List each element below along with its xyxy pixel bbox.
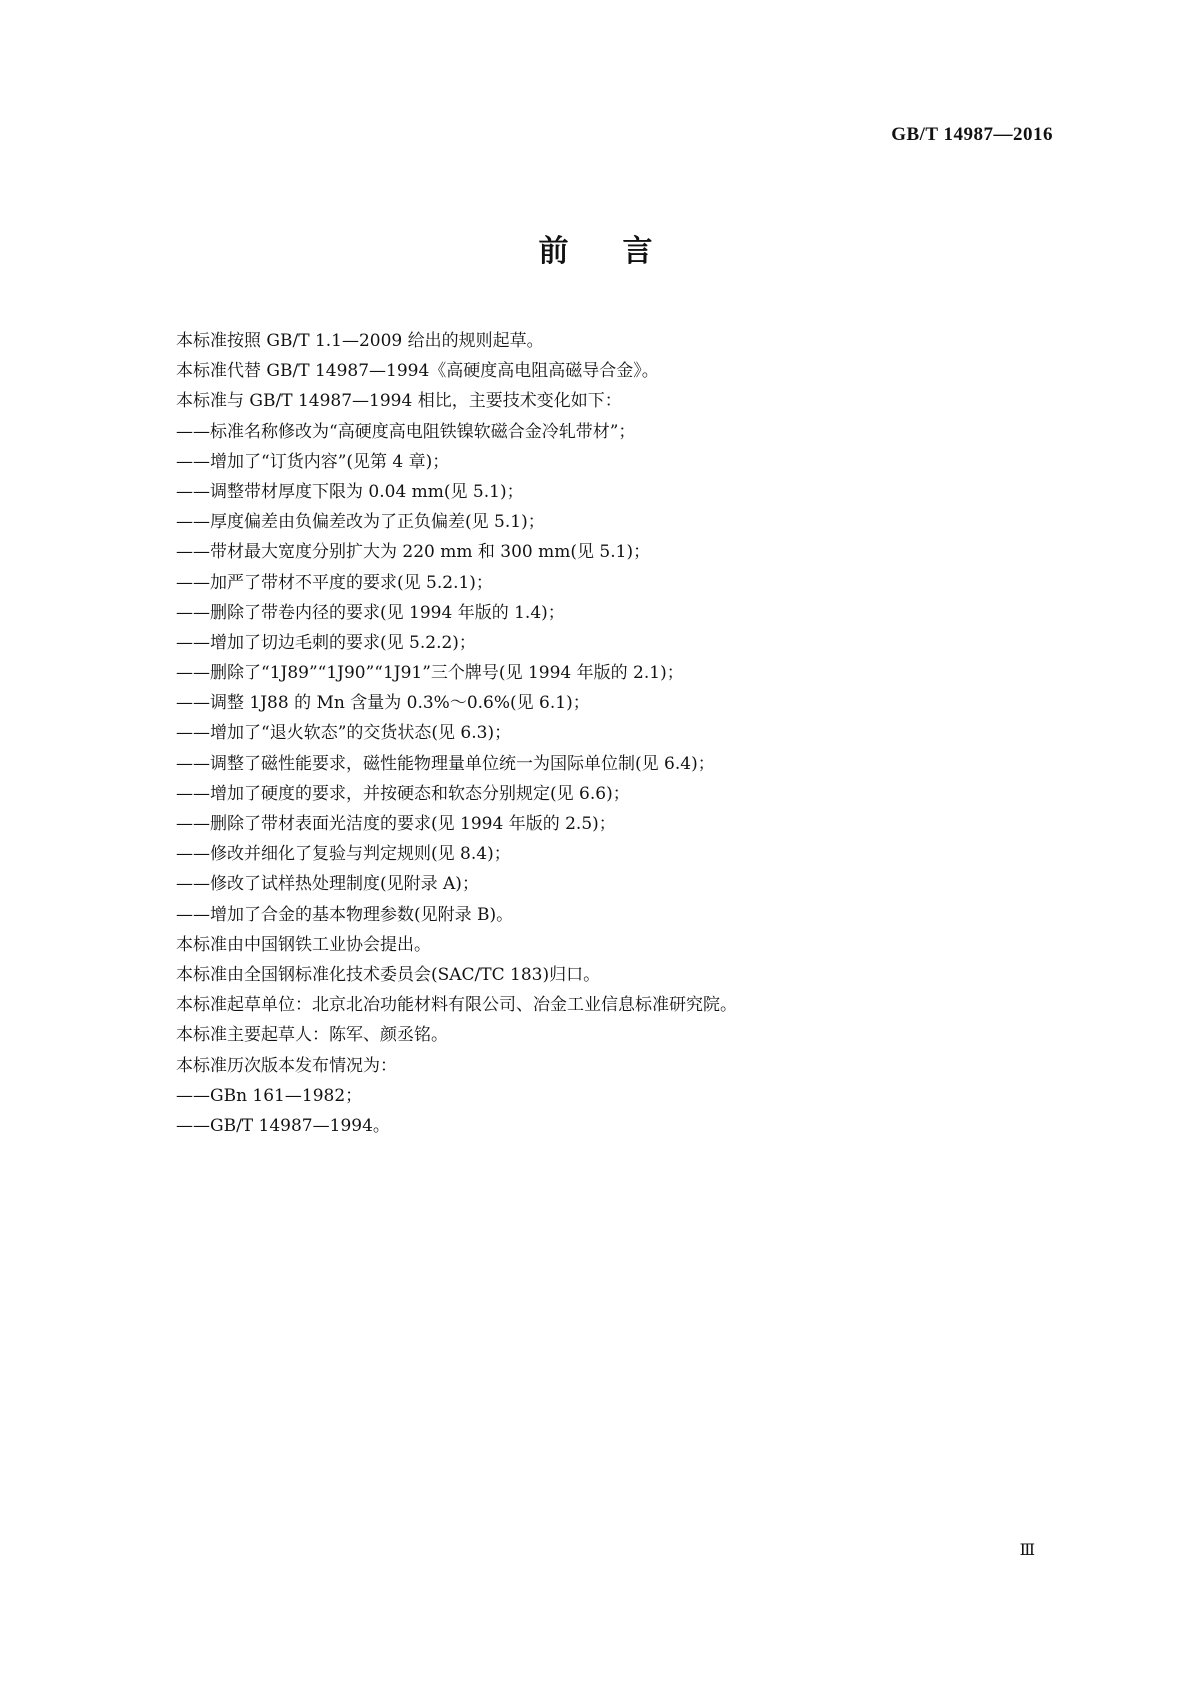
history-item: ——GB/T 14987—1994。 [176, 1115, 390, 1136]
standard-code-header: GB/T 14987—2016 [891, 124, 1053, 145]
history-item: ——GBn 161—1982； [176, 1085, 363, 1106]
preface-body [176, 326, 1056, 1141]
change-item: ——带材最大宽度分别扩大为 220 mm 和 300 mm(见 5.1)； [176, 542, 651, 563]
change-item: ——增加了切边毛刺的要求(见 5.2.2)； [176, 632, 476, 653]
paragraph-drafting-rules: 本标准按照 GB/T 1.1—2009 给出的规则起草。 [176, 331, 544, 351]
paragraph-committee: 本标准由全国钢标准化技术委员会(SAC/TC 183)归口。 [176, 964, 601, 985]
change-item: ——增加了“订货内容”(见第 4 章)； [176, 451, 450, 472]
preface-title: 前言 [538, 234, 707, 269]
page-number: Ⅲ [1019, 1542, 1035, 1559]
change-item: ——删除了带卷内径的要求(见 1994 年版的 1.4)； [176, 602, 565, 623]
paragraph-drafting-units: 本标准起草单位：北京北冶功能材料有限公司、冶金工业信息标准研究院。 [176, 995, 737, 1016]
change-item: ——厚度偏差由负偏差改为了正负偏差(见 5.1)； [176, 512, 545, 533]
change-item: ——增加了“退火软态”的交货状态(见 6.3)； [176, 723, 512, 744]
paragraph-proposer: 本标准由中国钢铁工业协会提出。 [176, 934, 431, 955]
change-item: ——删除了“1J89”“1J90”“1J91”三个牌号(见 1994 年版的 2.1)； [176, 663, 684, 684]
change-item: ——删除了带材表面光洁度的要求(见 1994 年版的 2.5)； [176, 814, 616, 834]
change-item: ——调整 1J88 的 Mn 含量为 0.3%～0.6%(见 6.1)； [176, 693, 590, 714]
paragraph-changes-intro: 本标准与 GB/T 14987—1994 相比，主要技术变化如下： [176, 391, 622, 412]
change-item: ——调整带材厚度下限为 0.04 mm(见 5.1)； [176, 481, 524, 502]
change-item: ——标准名称修改为“高硬度高电阻铁镍软磁合金冷轧带材”； [176, 421, 636, 442]
paragraph-history-intro: 本标准历次版本发布情况为： [176, 1055, 397, 1076]
change-item: ——修改并细化了复验与判定规则(见 8.4)； [176, 844, 511, 865]
paragraph-drafters: 本标准主要起草人：陈军、颜丞铭。 [176, 1025, 448, 1046]
change-item: ——增加了合金的基本物理参数(见附录 B)。 [176, 904, 514, 925]
paragraph-replaces: 本标准代替 GB/T 14987—1994《高硬度高电阻高磁导合金》。 [176, 361, 659, 382]
change-item: ——加严了带材不平度的要求(见 5.2.1)； [176, 572, 493, 593]
change-item: ——增加了硬度的要求，并按硬态和软态分别规定(见 6.6)； [176, 783, 630, 804]
change-item: ——调整了磁性能要求，磁性能物理量单位统一为国际单位制(见 6.4)； [176, 753, 715, 774]
change-item: ——修改了试样热处理制度(见附录 A)； [176, 874, 479, 895]
